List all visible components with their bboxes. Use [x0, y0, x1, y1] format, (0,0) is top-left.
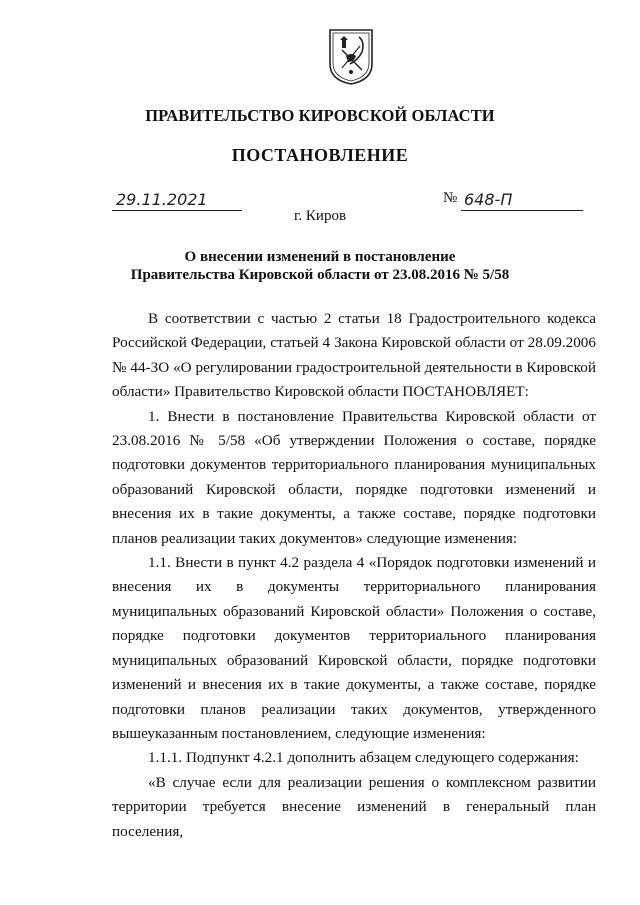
- document-type: ПОСТАНОВЛЕНИЕ: [231, 145, 409, 165]
- kirov-oblast-coat-of-arms-icon: [328, 28, 374, 86]
- number-sign: №: [443, 190, 458, 206]
- paragraph-quote: «В случае если для реализации решения о комплексном развитии территории требуется внесение изменений в генеральный план поселения,: [112, 773, 596, 840]
- handwritten-date: 29.11.2021: [116, 190, 208, 209]
- paragraph-item-1-1-1: 1.1.1. Подпункт 4.2.1 дополнить абзацем следующего содержания:: [148, 749, 579, 767]
- document-title: [0, 248, 640, 284]
- document-body: [112, 307, 596, 844]
- paragraph-item-1-1: 1.1. Внести в пункт 4.2 раздела 4 «Порядок подготовки изменений и внесения их в документы территориального планирования муниципальных образований Кировской области» Положения о составе, порядке подготовки документов территориального планирования муниципальных образований Кировской области, порядке подготовки изменений и внесения их в такие документы, а также составе, порядке подготовки планов реализации таких документов, утвержденного вышеуказанным постановлением, следующие изменения:: [112, 554, 596, 742]
- handwritten-number: 648-П: [464, 190, 513, 209]
- paragraph-preamble: В соответствии с частью 2 статьи 18 Градостроительного кодекса Российской Федерации, статьей 4 Закона Кировской области от 28.09.2006 № 44-ЗО «О регулировании градостроительной деятельности в Кировской области» Правительство Кировской области ПОСТАНОВЛЯЕТ:: [112, 310, 596, 401]
- city-name: г. Киров: [293, 208, 347, 224]
- title-line-1: О внесении изменений в постановление: [184, 249, 456, 265]
- organization-name: ПРАВИТЕЛЬСТВО КИРОВСКОЙ ОБЛАСТИ: [145, 106, 495, 125]
- title-line-2: Правительства Кировской области от 23.08.2016 № 5/58: [130, 267, 510, 283]
- paragraph-item-1: 1. Внести в постановление Правительства Кировской области от 23.08.2016 № 5/58 «Об утверждении Положения о составе, порядке подготовки документов территориального планирования муниципальных образований Кировской области, порядке подготовки изменений и внесения их в такие документы, а также составе, порядке подготовки планов реализации таких документов» следующие изменения:: [112, 407, 596, 547]
